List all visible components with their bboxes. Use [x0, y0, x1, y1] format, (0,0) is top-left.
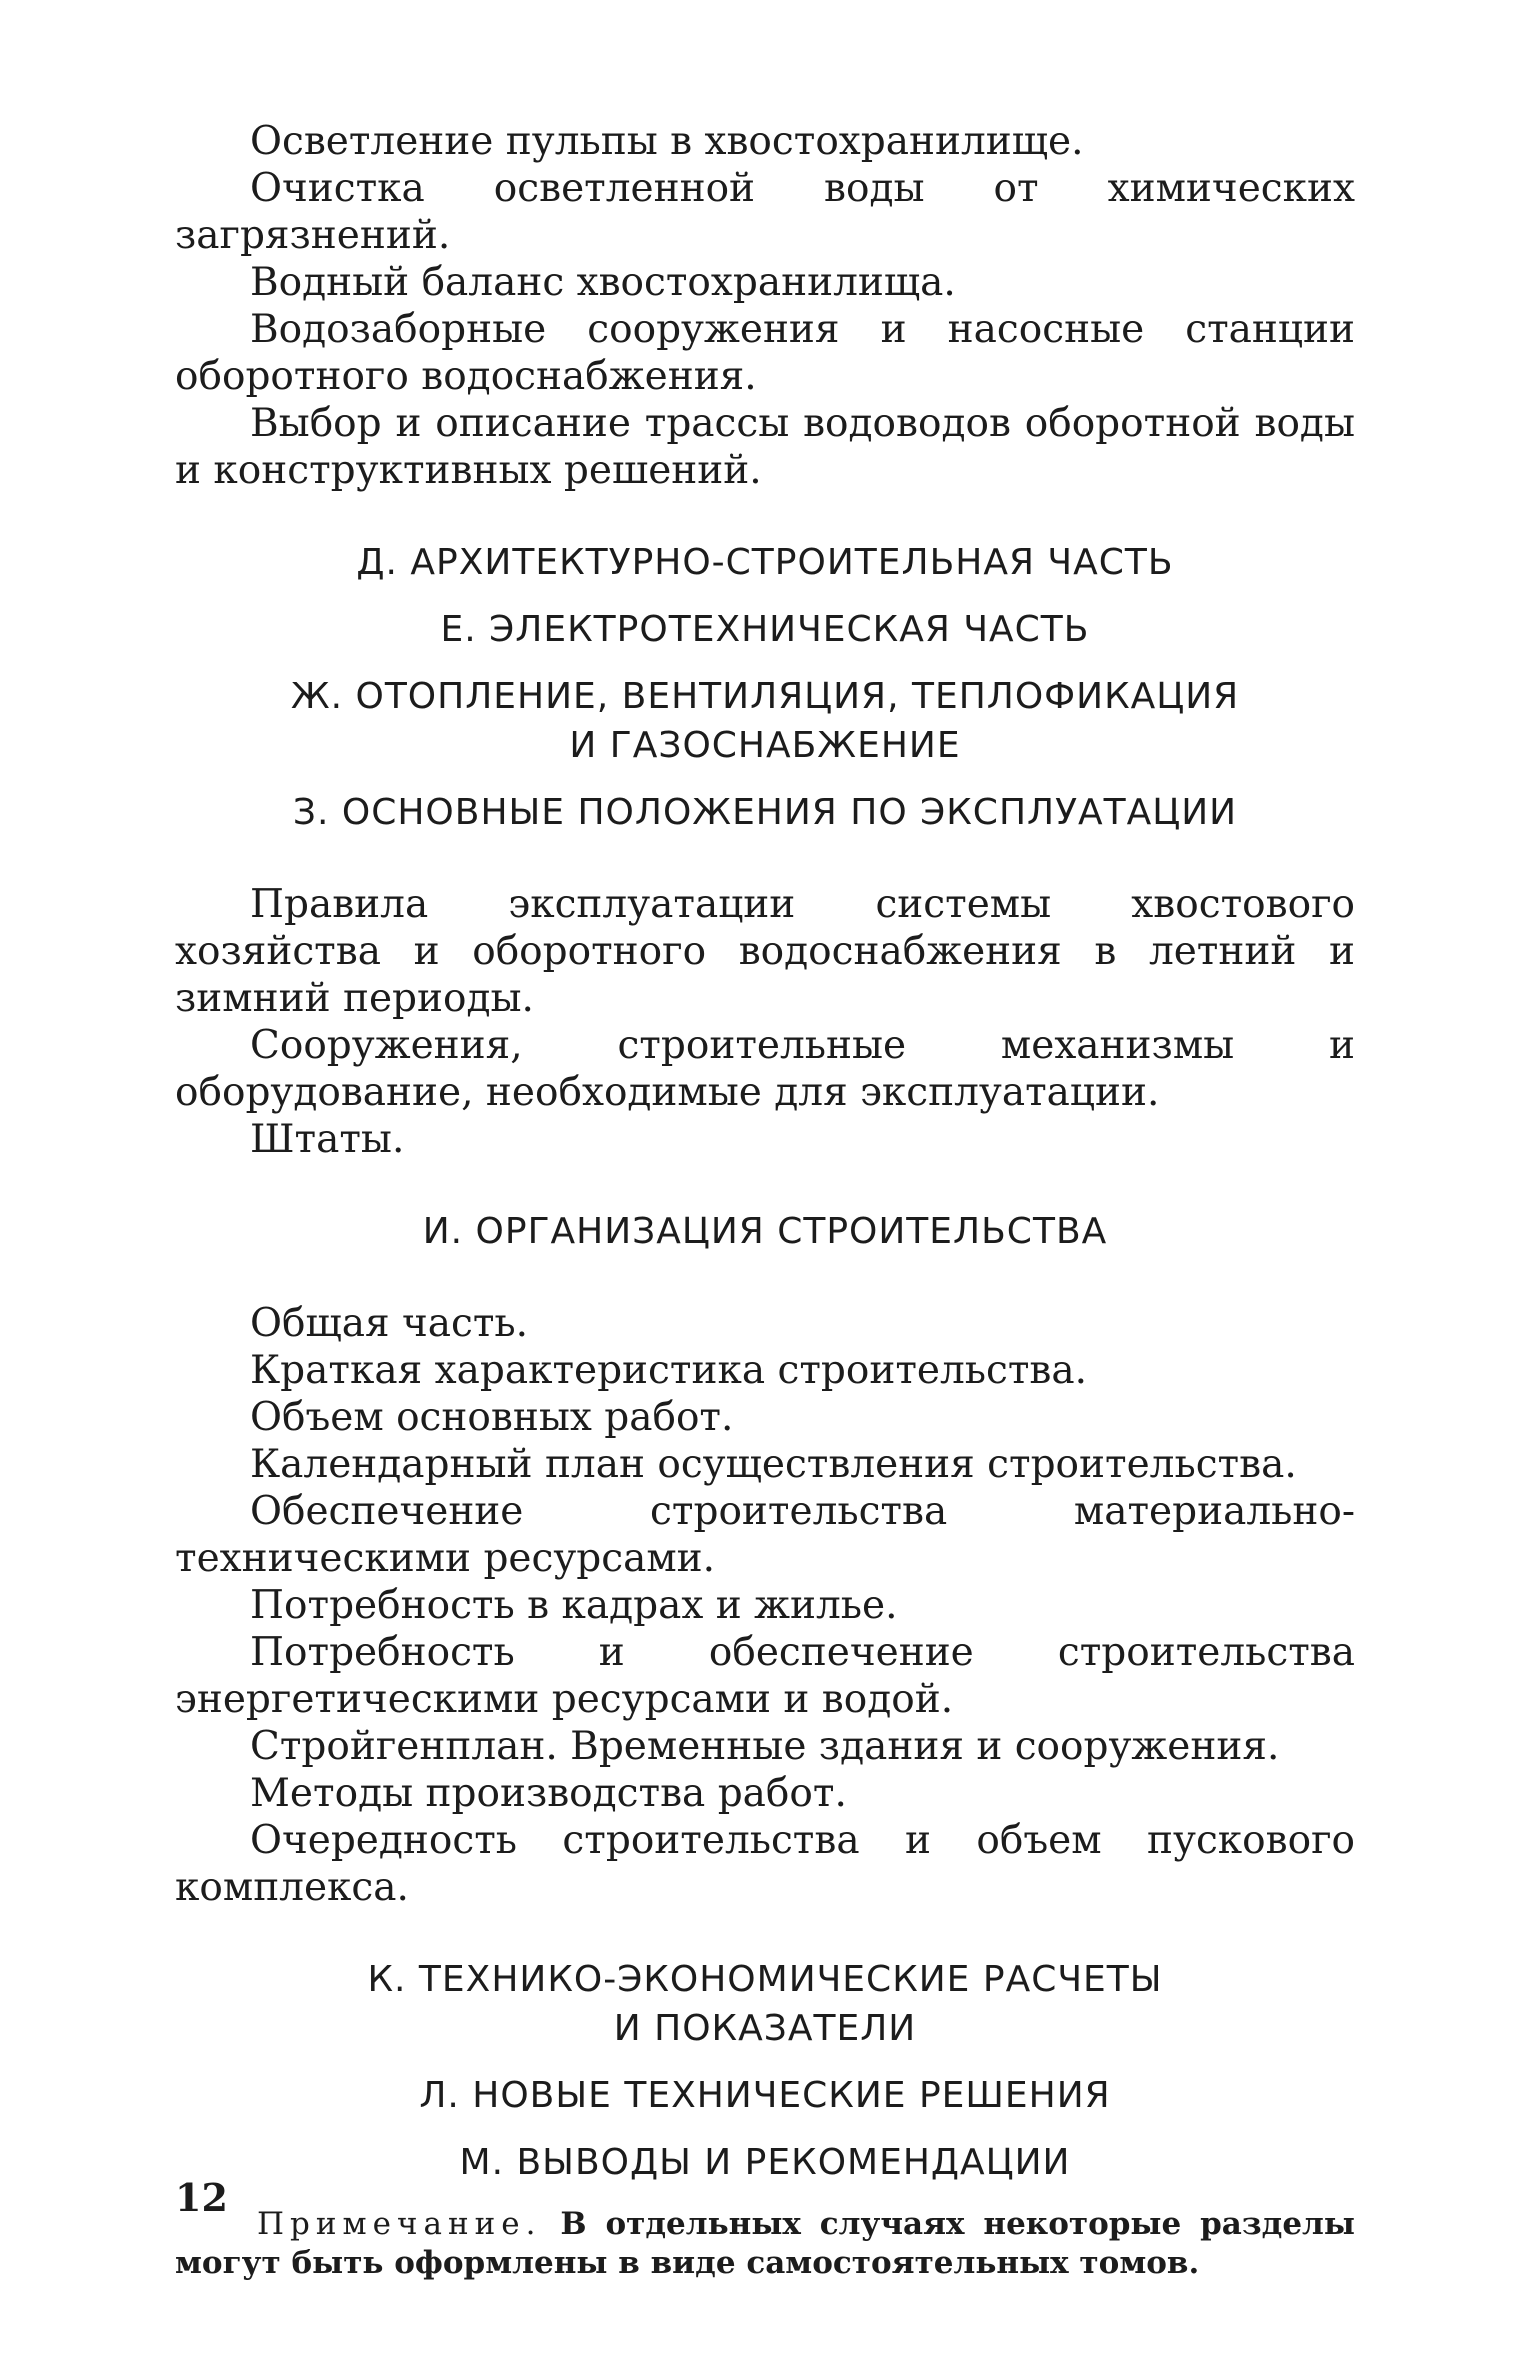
section-heading: З. ОСНОВНЫЕ ПОЛОЖЕНИЯ ПО ЭКСПЛУАТАЦИИ [292, 792, 1238, 833]
text-line: Очистка осветленной воды от химических загрязнений. [175, 166, 1355, 258]
text-line: Сооружения, строительные механизмы и оборудование, необходимые для эксплуатации. [175, 1023, 1355, 1115]
text-line: Водозаборные сооружения и насосные станции оборотного водоснабжения. [175, 307, 1355, 399]
text-line: Объем основных работ. [250, 1395, 734, 1440]
section-heading: Д. АРХИТЕКТУРНО-СТРОИТЕЛЬНАЯ ЧАСТЬ [356, 542, 1174, 583]
text-line: Общая часть. [250, 1301, 529, 1346]
text-line: Очередность строительства и объем пускового комплекса. [175, 1818, 1355, 1910]
page-number: 12 [175, 2175, 228, 2220]
text-line: Обеспечение строительства материально-техническими ресурсами. [175, 1489, 1355, 1581]
text-line: Краткая характеристика строительства. [250, 1348, 1088, 1393]
page-body [175, 118, 1355, 2283]
text-line: Осветление пульпы в хвостохранилище. [250, 119, 1084, 164]
section-heading: Л. НОВЫЕ ТЕХНИЧЕСКИЕ РЕШЕНИЯ [419, 2075, 1111, 2116]
footnote [175, 2205, 1355, 2283]
text-line: Выбор и описание трассы водоводов оборотной воды и конструктивных решений. [175, 401, 1355, 493]
footnote-text: В отдельных случаях некоторые разделы могут быть оформлены в виде самостоятельных томов. [175, 2206, 1355, 2281]
section-heading: К. ТЕХНИКО-ЭКОНОМИЧЕСКИЕ РАСЧЕТЫ [367, 1959, 1163, 2000]
section-heading: И. ОРГАНИЗАЦИЯ СТРОИТЕЛЬСТВА [422, 1211, 1108, 1252]
text-line: Потребность в кадрах и жилье. [250, 1583, 898, 1628]
text-line: Стройгенплан. Временные здания и сооружения. [250, 1724, 1280, 1769]
section-heading: Ж. ОТОПЛЕНИЕ, ВЕНТИЛЯЦИЯ, ТЕПЛОФИКАЦИЯ [290, 676, 1240, 717]
text-line: Методы производства работ. [250, 1771, 847, 1816]
section-heading: И ПОКАЗАТЕЛИ [613, 2008, 917, 2049]
text-line: Штаты. [250, 1117, 405, 1162]
text-line: Правила эксплуатации системы хвостового хозяйства и оборотного водоснабжения в летний и зимний периоды. [175, 882, 1355, 1021]
text-line: Потребность и обеспечение строительства энергетическими ресурсами и водой. [175, 1630, 1355, 1722]
section-heading: М. ВЫВОДЫ И РЕКОМЕНДАЦИИ [459, 2142, 1071, 2183]
text-line: Календарный план осуществления строительства. [250, 1442, 1297, 1487]
text-line: Водный баланс хвостохранилища. [250, 260, 956, 305]
footnote-label: Примечание. [257, 2206, 542, 2242]
section-heading: И ГАЗОСНАБЖЕНИЕ [569, 725, 961, 766]
section-heading: Е. ЭЛЕКТРОТЕХНИЧЕСКАЯ ЧАСТЬ [440, 609, 1090, 650]
